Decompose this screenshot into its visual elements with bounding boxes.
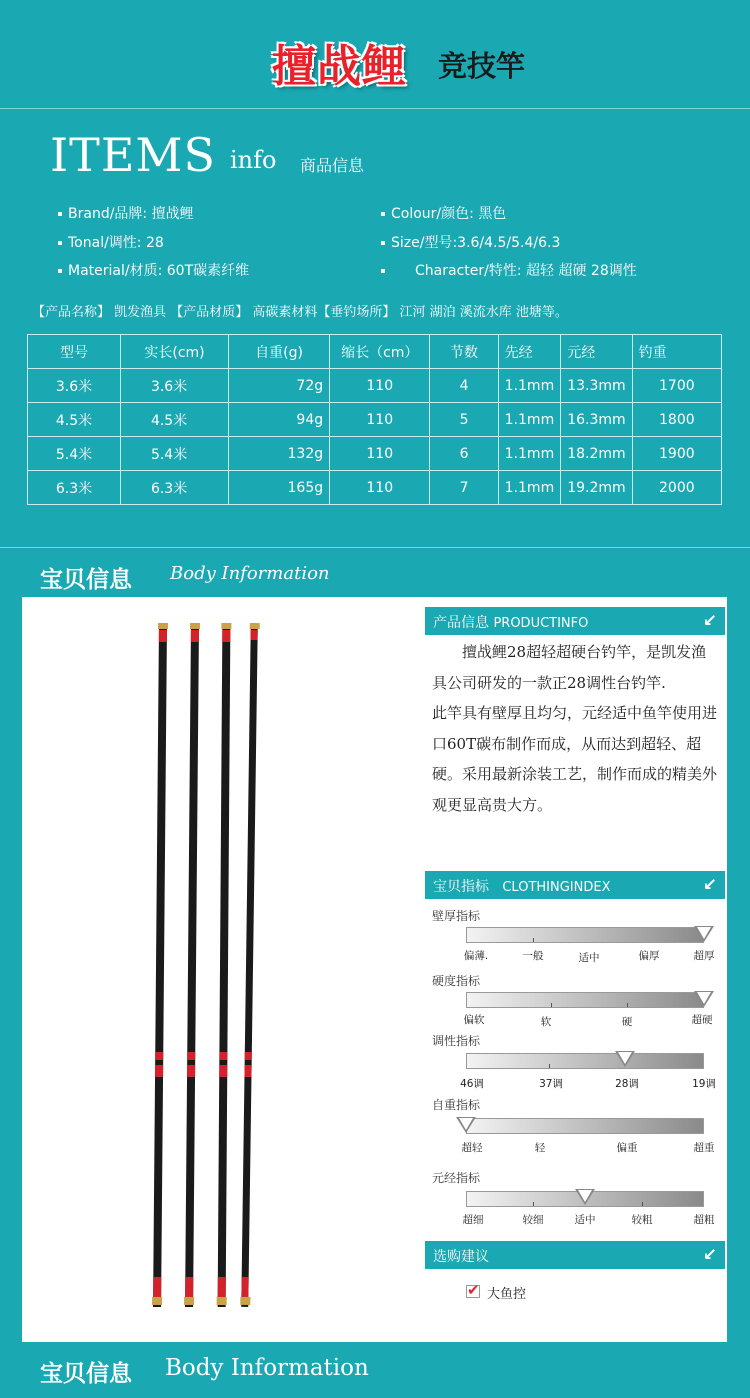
bullet-icon [58,241,62,245]
index-label: 较粗 [631,1214,653,1226]
table-row [28,403,722,437]
table-cell: 3.6米 [120,369,228,403]
table-cell: 1900 [632,437,721,471]
table-cell: 6 [430,437,498,471]
index-label: 超轻 [461,1142,483,1154]
table-cell: 5.4米 [120,437,228,471]
table-header-cell: 节数 [430,335,498,369]
product-info-header [425,607,725,635]
table-cell: 110 [330,471,430,505]
table-cell: 1.1mm [498,437,561,471]
table-cell: 110 [330,437,430,471]
table-header-cell: 先经 [498,335,561,369]
index-label: 一般 [522,950,544,962]
index-label: 37调 [539,1078,563,1090]
tick-mark [549,1064,550,1068]
index-gauge [466,927,704,943]
index-label: 偏厚 [638,950,660,962]
table-cell: 1.1mm [498,471,561,505]
table-header-cell: 元经 [561,335,632,369]
bottom-section-subtitle: Body Information [165,1355,369,1381]
table-cell: 94g [229,403,330,437]
table-cell: 7 [430,471,498,505]
index-title: 壁厚指标 [432,909,481,923]
description-paragraph: 此竿具有壁厚且均匀，元经适中鱼竿使用进口60T碳布制作而成，从而达到超轻、超硬。采用最新涂装工艺，制作而成的精美外观更显高贵大方。 [432,704,718,814]
index-gauge [466,992,704,1008]
table-cell: 13.3mm [561,369,632,403]
table-cell: 1.1mm [498,369,561,403]
bullet-icon [381,212,385,216]
arrow-icon: ↙ [702,1245,717,1265]
spec-character: Character/特性: 超轻 超硬 28调性 [381,260,637,280]
index-label: 46调 [460,1078,484,1090]
bottom-section-title: 宝贝信息 [40,1361,132,1387]
table-cell: 132g [229,437,330,471]
index-label: 适中 [578,952,600,964]
table-cell: 4.5米 [120,403,228,437]
brand-logo: 擅战鲤 [272,41,407,92]
index-label: 超粗 [693,1214,715,1226]
product-description [432,637,717,820]
index-label: 硬 [621,1016,633,1028]
description-paragraph: 擅战鲤28超轻超硬台钓竿，是凯发渔具公司研发的一款正28调性台钓竿. [432,643,707,692]
index-label: 软 [540,1016,552,1028]
index-title: 自重指标 [432,1098,481,1112]
spec-colour: Colour/颜色: 黑色 [381,203,506,223]
product-info-heading: 产品信息 PRODUCTINFO [433,615,589,631]
spec-tonal: Tonal/调性: 28 [58,232,164,252]
arrow-icon: ↙ [702,875,717,895]
table-cell: 6.3米 [120,471,228,505]
index-heading: 宝贝指标 CLOTHINGINDEX [433,879,611,895]
table-cell: 4 [430,369,498,403]
bullet-icon [58,212,62,216]
bullet-icon [58,269,62,273]
table-cell: 3.6米 [28,369,121,403]
table-header-cell: 型号 [28,335,121,369]
index-marker [694,926,714,942]
table-cell: 1800 [632,403,721,437]
index-label: 28调 [615,1078,639,1090]
table-cell: 19.2mm [561,471,632,505]
index-gauge [466,1053,704,1069]
table-header-cell: 自重(g) [229,335,330,369]
index-label: 19调 [692,1078,716,1090]
index-marker [694,991,714,1007]
spec-size: Size/型号:3.6/4.5/5.4/6.3 [381,232,560,252]
table-cell: 6.3米 [28,471,121,505]
index-header [425,871,725,899]
table-cell: 5.4米 [28,437,121,471]
index-label: 较细 [522,1214,544,1226]
purchase-header [425,1241,725,1269]
index-label: 适中 [574,1214,596,1226]
index-gauge [466,1118,704,1134]
table-cell: 4.5米 [28,403,121,437]
arrow-icon: ↙ [702,611,717,631]
index-marker [456,1117,476,1133]
purchase-heading: 选购建议 [433,1249,489,1265]
tick-mark [533,1202,534,1206]
table-cell: 165g [229,471,330,505]
purchase-option-label: 大鱼控 [487,1287,527,1302]
bullet-icon [381,269,385,273]
tick-mark [627,1003,628,1007]
index-label: 轻 [534,1142,546,1154]
table-cell: 18.2mm [561,437,632,471]
spec-table [27,334,722,505]
tick-mark [533,938,534,942]
divider [0,547,750,548]
items-cn-label: 商品信息 [300,156,365,175]
index-title: 元经指标 [432,1171,481,1185]
table-cell: 5 [430,403,498,437]
items-info-label: info [230,146,277,174]
table-cell: 110 [330,369,430,403]
table-cell: 2000 [632,471,721,505]
index-label: 偏薄. [463,950,489,962]
spec-material: Material/材质: 60T碳素纤维 [58,260,249,280]
product-summary-line: 【产品名称】 凯发渔具 【产品材质】 高碳素材料【垂钓场所】 江河 湖泊 溪流水库 池塘等。 [32,305,568,320]
table-cell: 1700 [632,369,721,403]
index-label: 偏软 [463,1014,485,1026]
table-cell: 110 [330,403,430,437]
brand-subtitle: 竞技竿 [438,49,526,83]
index-label: 超厚 [693,950,715,962]
index-label: 超硬 [691,1014,713,1026]
table-cell: 72g [229,369,330,403]
table-row [28,369,722,403]
table-cell: 1.1mm [498,403,561,437]
index-marker [575,1189,595,1205]
table-header-cell: 缩长（cm） [330,335,430,369]
section-title: 宝贝信息 [40,567,132,593]
index-label: 超细 [462,1214,484,1226]
checkbox-checked-icon[interactable] [466,1285,480,1298]
index-label: 偏重 [616,1142,638,1154]
index-label: 超重 [693,1142,715,1154]
table-row [28,471,722,505]
table-row [28,437,722,471]
table-header-cell: 实长(cm) [120,335,228,369]
bullet-icon [381,241,385,245]
index-title: 硬度指标 [432,974,481,988]
spec-brand: Brand/品牌: 擅战鲤 [58,203,194,223]
tick-mark [642,1202,643,1206]
tick-mark [551,1003,552,1007]
section-subtitle: Body Information [170,563,330,584]
items-title: ITEMS [50,128,217,182]
table-header-cell: 钓重 [632,335,721,369]
index-title: 调性指标 [432,1034,481,1048]
divider [0,108,750,109]
table-cell: 16.3mm [561,403,632,437]
header [0,0,750,108]
table-header-row [28,335,722,369]
index-marker [615,1051,635,1067]
